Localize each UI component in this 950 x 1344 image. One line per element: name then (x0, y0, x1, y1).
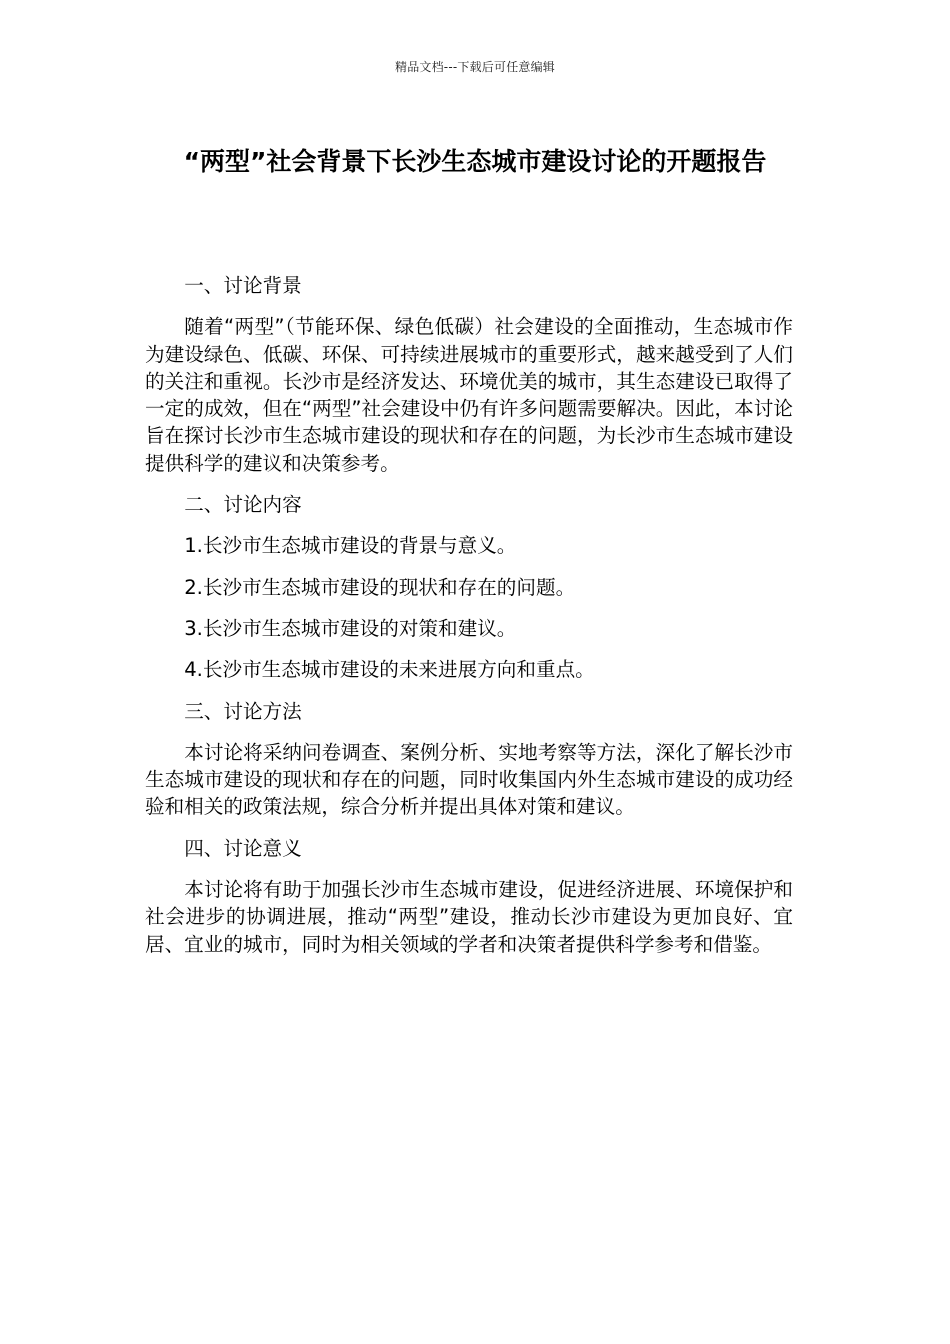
method-paragraph: 本讨论将采纳问卷调查、案例分析、实地考察等方法，深化了解长沙市生态城市建设的现状和存在的问题，同时收集国内外生态城市建设的成功经验和相关的政策法规，综合分析并提出具体对策和建议。 (145, 740, 793, 819)
section-heading-background: 一、讨论背景 (184, 274, 302, 297)
content-item-1: 1.长沙市生态城市建设的背景与意义。 (184, 534, 517, 558)
section-heading-content: 二、讨论内容 (184, 493, 302, 517)
background-paragraph: 随着“两型”（节能环保、绿色低碳）社会建设的全面推动，生态城市作为建设绿色、低碳、环保、可持续进展城市的重要形式，越来越受到了人们的关注和重视。长沙市是经济发达、环境优美的城市，其生态建设已取得了一定的成效，但在“两型”社会建设中仍有许多问题需要解决。因此，本讨论旨在探讨长沙市生态城市建设的现状和存在的问题，为长沙市生态城市建设提供科学的建议和决策参考。 (145, 315, 793, 475)
content-item-2: 2.长沙市生态城市建设的现状和存在的问题。 (184, 575, 576, 599)
content-item-3: 3.长沙市生态城市建设的对策和建议。 (184, 616, 517, 640)
section-heading-method: 三、讨论方法 (184, 699, 302, 723)
significance-paragraph: 本讨论将有助于加强长沙市生态城市建设，促进经济进展、环境保护和社会进步的协调进展，推动“两型”建设，推动长沙市建设为更加良好、宜居、宜业的城市，同时为相关领域的学者和决策者提供科学参考和借鉴。 (145, 878, 793, 956)
header-note: 精品文档---下载后可任意编辑 (395, 60, 555, 74)
document-body (145, 272, 793, 972)
document-title: “两型”社会背景下长沙生态城市建设讨论的开题报告 (183, 147, 767, 176)
section-heading-significance: 四、讨论意义 (184, 836, 302, 860)
content-item-4: 4.长沙市生态城市建设的未来进展方向和重点。 (184, 658, 595, 682)
